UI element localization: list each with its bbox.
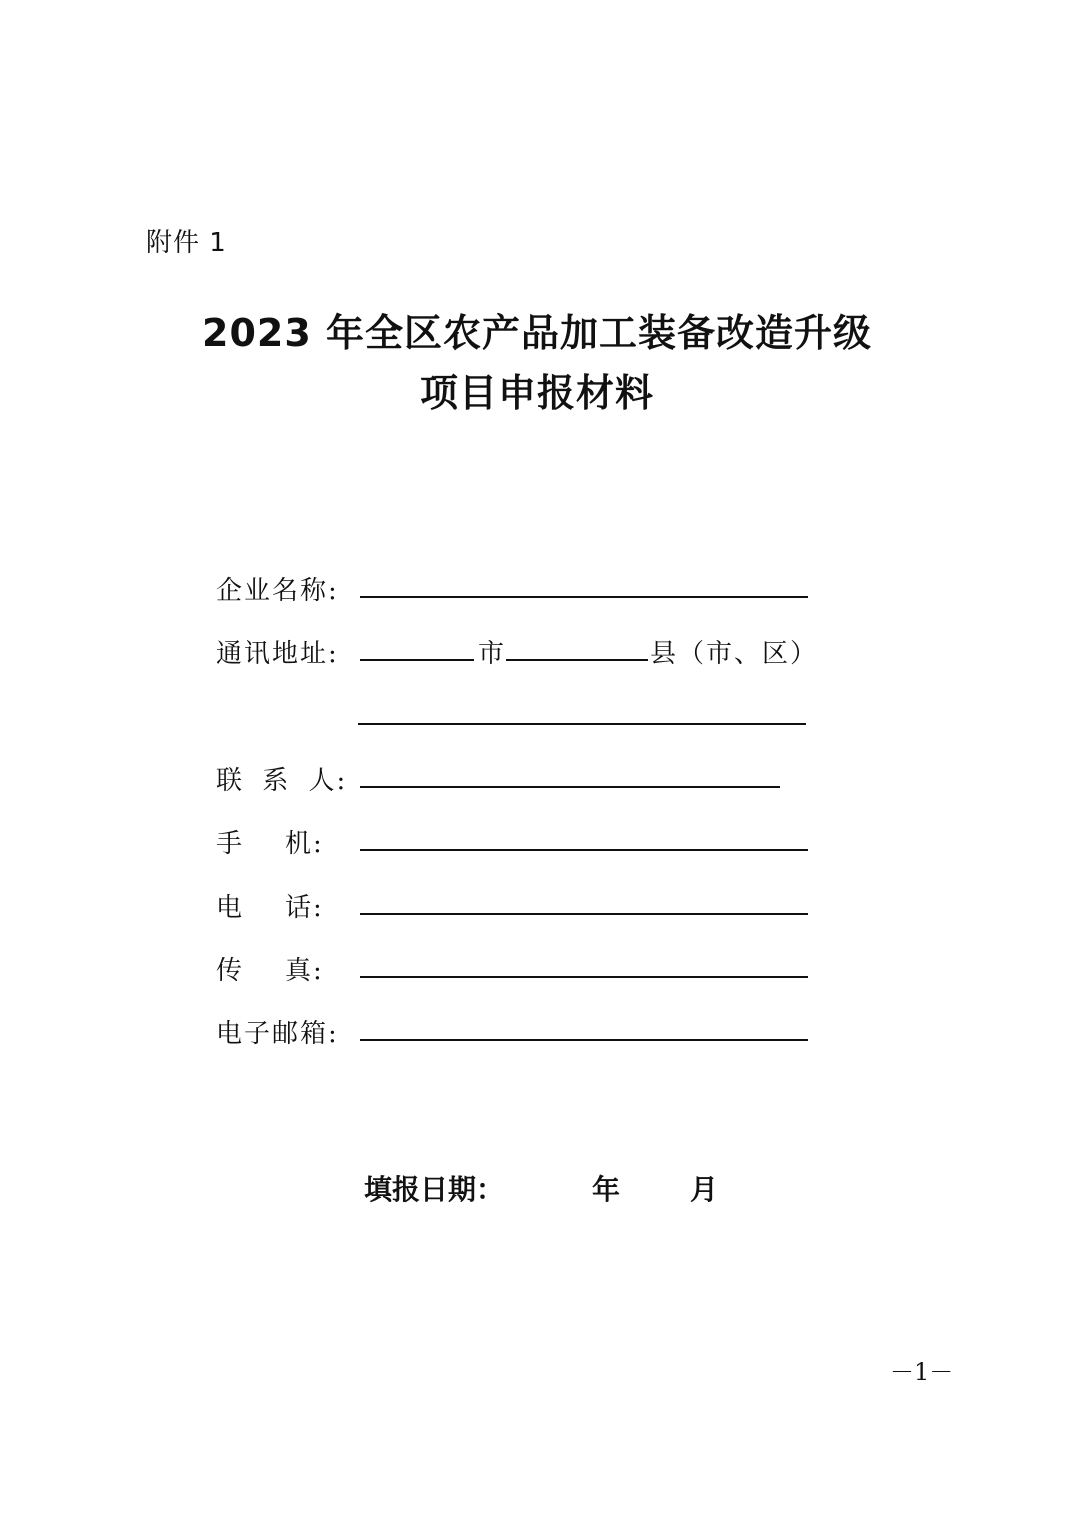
page-number: －1－	[890, 1358, 954, 1386]
address-city-suffix: 市	[478, 639, 505, 669]
phone-label: 电 话:	[216, 893, 324, 923]
fax-row	[216, 950, 816, 990]
email-label: 电子邮箱:	[216, 1019, 339, 1049]
fax-field[interactable]	[360, 976, 808, 978]
fill-date-label: 填报日期：	[364, 1173, 505, 1206]
address-label: 通讯地址:	[216, 639, 339, 669]
address-county-field[interactable]	[506, 659, 648, 661]
attachment-label: 附件 1	[146, 228, 227, 258]
address-detail-field[interactable]	[358, 723, 806, 725]
contact-row	[216, 760, 816, 800]
company-name-row	[216, 570, 816, 610]
document-title-line-2: 项目申报材料	[419, 371, 654, 415]
contact-label: 联 系 人:	[216, 766, 348, 796]
fax-label: 传 真:	[216, 956, 324, 986]
email-field[interactable]	[360, 1039, 808, 1041]
mobile-label: 手 机:	[216, 829, 324, 859]
address-city-field[interactable]	[360, 659, 474, 661]
email-row	[216, 1013, 816, 1053]
address-row	[216, 633, 836, 673]
company-name-field[interactable]	[360, 596, 808, 598]
phone-field[interactable]	[360, 913, 808, 915]
document-title-line-1: 2023 年全区农产品加工装备改造升级	[202, 311, 872, 355]
fill-date-year: 年	[592, 1173, 621, 1206]
phone-row	[216, 887, 816, 927]
mobile-field[interactable]	[360, 849, 808, 851]
fill-date-month: 月	[690, 1173, 719, 1206]
company-name-label: 企业名称:	[216, 576, 339, 606]
address-line-2-row	[216, 697, 816, 737]
address-county-suffix: 县（市、区）	[650, 639, 819, 669]
mobile-row	[216, 823, 816, 863]
contact-field[interactable]	[360, 786, 780, 788]
